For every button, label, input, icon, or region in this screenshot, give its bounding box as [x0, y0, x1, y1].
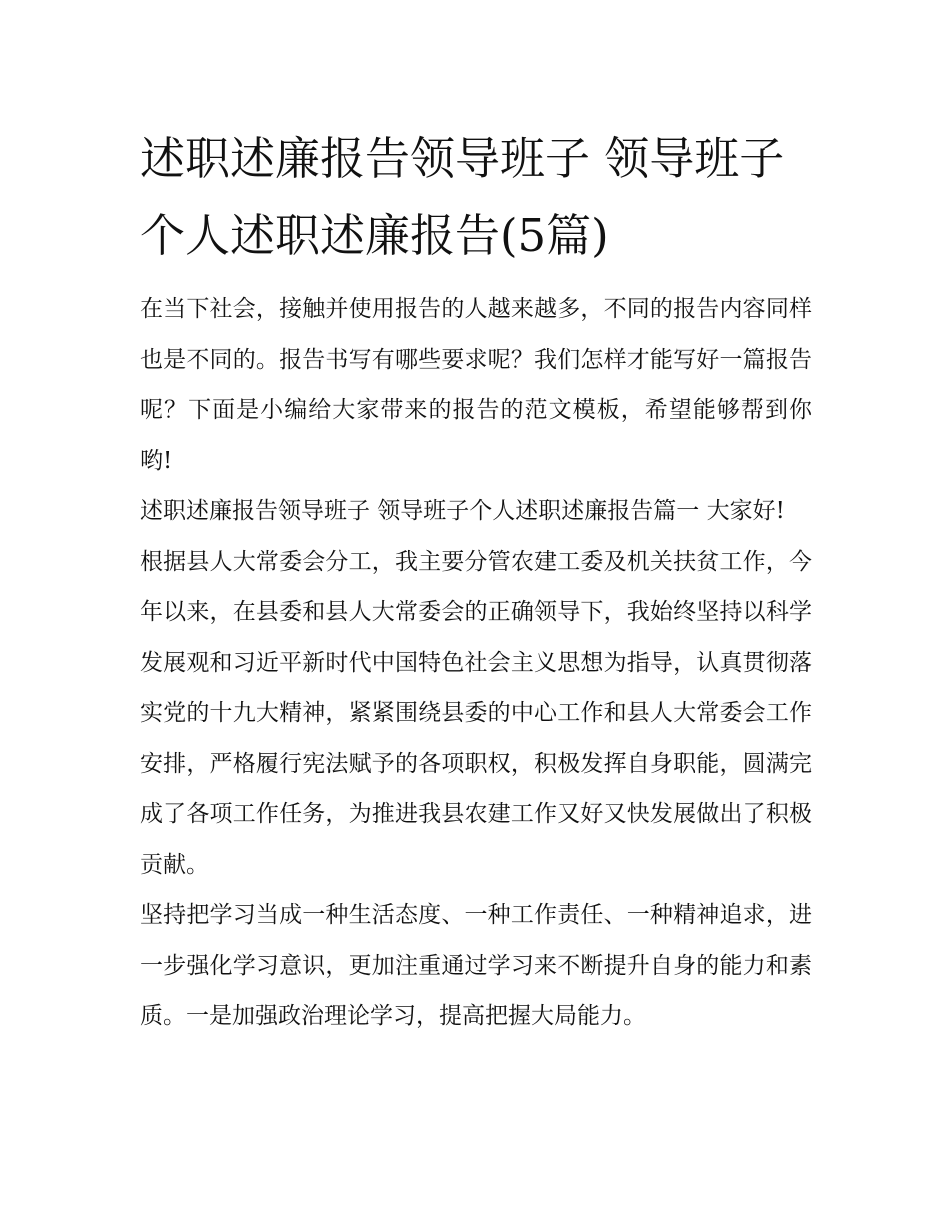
paragraph-work-summary: 根据县人大常委会分工，我主要分管农建工委及机关扶贫工作，今年以来，在县委和县人大常委会的正确领导下，我始终坚持以科学发展观和习近平新时代中国特色社会主义思想为指导，认真贯彻落实党的十九大精神，紧紧围绕县委的中心工作和县人大常委会工作安排，严格履行宪法赋予的各项职权，积极发挥自身职能，圆满完成了各项工作任务，为推进我县农建工作又好又快发展做出了积极贡献。 — [140, 548, 812, 878]
document-body — [140, 120, 812, 1042]
paragraph-greeting: 述职述廉报告领导班子 领导班子个人述职述廉报告篇一 大家好! — [140, 498, 785, 524]
paragraph-study: 坚持把学习当成一种生活态度、一种工作责任、一种精神追求，进一步强化学习意识，更加注重通过学习来不断提升自身的能力和素质。一是加强政治理论学习，提高把握大局能力。 — [140, 902, 812, 1029]
paragraph-intro: 在当下社会，接触并使用报告的人越来越多，不同的报告内容同样也是不同的。报告书写有哪些要求呢？我们怎样才能写好一篇报告呢？下面是小编给大家带来的报告的范文模板，希望能够帮到你哟! — [140, 296, 812, 474]
document-title: 述职述廉报告领导班子 领导班子个人述职述廉报告(5篇) — [140, 132, 785, 262]
